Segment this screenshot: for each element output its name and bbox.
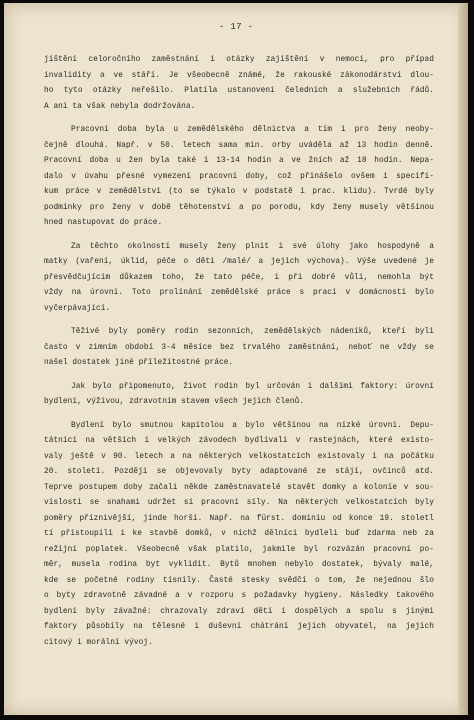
text-line: poměry příznivější, jinde horší. Např. na fürst. dominiu od konce 19. stoletl bbox=[44, 514, 434, 523]
text-line: Teprve postupem doby začali někde zaměstnavatelé stavět domky a kolonie v sou- bbox=[44, 483, 434, 492]
text-line: Jak bylo připomenuto, život rodin byl určován i dalšími faktory: úrovní bbox=[71, 382, 434, 391]
text-line: měr, musela rodina byt vyklidit. Bytů mnohem nebylo dostatek, bývaly malé, bbox=[44, 561, 434, 569]
text-line: o byty zdravotně závadné a v rozporu s požadavky hygieny. Následky takového bbox=[44, 592, 434, 600]
text-line: Těživé byly poměry rodin sezonních, zemědělských nádeníků, kteří byli bbox=[71, 328, 434, 336]
text-line: bydlení byly závažné: chrazovaly zdraví dětí i dospělých a spolu s jinými bbox=[44, 607, 434, 616]
text-line: podmínky pro ženy v době těhotenství a po porodu, kdy ženy musely většinou bbox=[44, 203, 434, 212]
paragraph bbox=[44, 419, 434, 652]
paragraph bbox=[44, 53, 434, 115]
text-line: vislosti se snahami udržet si pracovní síly. Na některých velkostatcích byly bbox=[44, 499, 434, 507]
paragraph bbox=[44, 325, 434, 372]
text-line: bydlení, výživou, zdravotním stavem všech jejích členů. bbox=[44, 398, 305, 406]
text-line: Pracovní doba byla u zemědělského dělnictva a tím i pro ženy neoby- bbox=[71, 126, 434, 134]
text-line: jištění celoročního zaměstnání i otázky zajištění v nemoci, pro případ bbox=[44, 56, 434, 64]
text-line: invalidity a ve stáří. Je všeobecně známé, že rakouské zákonodárství dlou- bbox=[44, 71, 434, 80]
text-line: tí přistoupili i ke stavbě domků, v nichž dělníci bydleli buď zdarma neb za bbox=[44, 530, 434, 538]
text-line: hned nastupovat do práce. bbox=[44, 219, 163, 227]
document-page bbox=[4, 3, 468, 715]
text-line: přesvědčujícím důkazem toho, že tato péče, i při dobré vůli, nemohla být bbox=[44, 273, 434, 282]
text-line: režijní poplatek. Všeobecně však platilo, jakmile byl rozvázán pracovní po- bbox=[44, 545, 434, 554]
text-line: vždy na úrovni. Toto prolínání zemědělské práce s prací v domácnosti bylo bbox=[44, 289, 434, 297]
page-binding-edge bbox=[458, 3, 468, 715]
text-line: valy ještě v 90. letech a na některých velkostatcích existovaly i na počátku bbox=[44, 452, 434, 461]
paragraph bbox=[44, 380, 434, 411]
text-line: faktory působily na tělesné i duševní chátrání jejich obyvatel, na jejich bbox=[44, 623, 434, 631]
text-line: matky (vaření, úklid, péče o děti /malé/ a jejich výchova). Výše uvedené je bbox=[44, 258, 434, 266]
document-body bbox=[44, 53, 434, 659]
text-line: dalo v úvahu přesné vymezení pracovní doby, což přinášelo ovšem i specifi- bbox=[44, 172, 434, 181]
paragraph bbox=[44, 240, 434, 318]
text-line: čejně dlouhá. Např. v 50. letech sama min. orby uváděla až 13 hodin denně. bbox=[44, 141, 434, 150]
text-line: často v zimním období 3-4 měsíce bez trvalého zaměstnání, neboť ne vždy se bbox=[44, 343, 434, 352]
text-line: 20. století. Později se objevovaly byty adaptované ze stájí, ovčinců atd. bbox=[44, 468, 434, 476]
text-line: citový i morální vývoj. bbox=[44, 638, 153, 647]
text-line: ho tyto otázky neřešilo. Platila ustanovení čeledních a služebních řádů. bbox=[44, 87, 434, 95]
text-line: kde se početné rodiny tísnily. Časté stesky svědčí o tom, že nejednou šlo bbox=[44, 576, 434, 585]
text-line: tátníci na větších i velkých závodech bydlívali v rastejnách, které existo- bbox=[44, 437, 434, 445]
text-line: našel dostatek jiné příležitostné práce. bbox=[44, 359, 234, 367]
text-line: kum práce v zemědělství (to se týkalo v podstatě i prac. klidu). Tvrdé byly bbox=[44, 188, 434, 196]
paragraph bbox=[44, 123, 434, 232]
text-line: Bydlení bylo smutnou kapitolou a bylo většinou na nízké úrovni. Depu- bbox=[71, 421, 434, 430]
text-line: Za těchto okolností musely ženy plnit i své úlohy jako hospodyně a bbox=[71, 242, 434, 251]
text-line: A ani ta však nebyla dodržována. bbox=[44, 102, 196, 111]
text-line: vyčerpávající. bbox=[44, 304, 111, 313]
page-number: - 17 - bbox=[218, 21, 254, 32]
text-line: Pracovní doba u žen byla také i 13-14 hodin a ve žních až 18 hodin. Nepa- bbox=[44, 157, 434, 165]
